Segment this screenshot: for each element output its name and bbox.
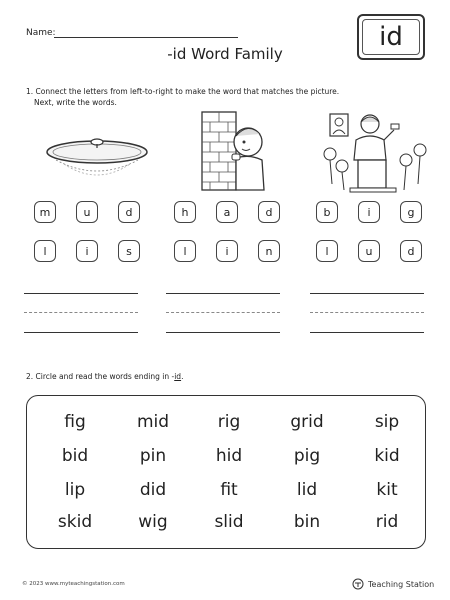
- word-item[interactable]: pin: [139, 446, 167, 466]
- word-item[interactable]: rid: [375, 512, 399, 532]
- name-label: Name:: [26, 28, 56, 38]
- brand-name: Teaching Station: [368, 579, 435, 589]
- letter-tile[interactable]: l: [316, 240, 338, 262]
- letter-tile[interactable]: m: [34, 201, 56, 223]
- word-item[interactable]: lip: [64, 480, 86, 500]
- word-item[interactable]: kit: [376, 480, 398, 500]
- letter-tile[interactable]: i: [358, 201, 380, 223]
- write-line-2-mid: [166, 312, 280, 313]
- word-item[interactable]: fit: [220, 480, 238, 500]
- word-item[interactable]: pig: [293, 446, 321, 466]
- letter-tile[interactable]: d: [400, 240, 422, 262]
- word-item[interactable]: sip: [374, 412, 400, 432]
- instruction-part1-line2: Next, write the words.: [34, 98, 117, 107]
- letter-tile[interactable]: b: [316, 201, 338, 223]
- word-item[interactable]: lid: [296, 480, 318, 500]
- write-line-3-bottom[interactable]: [310, 332, 424, 333]
- word-item[interactable]: grid: [290, 412, 324, 432]
- instruction-part2: [26, 371, 426, 382]
- letter-tile[interactable]: i: [216, 240, 238, 262]
- word-item[interactable]: skid: [57, 512, 93, 532]
- instruction-part2-prefix: 2. Circle and read the words ending in -: [26, 372, 175, 381]
- instruction-part2-ending: id: [174, 372, 182, 381]
- instruction-part1: [26, 86, 426, 108]
- word-item[interactable]: rig: [217, 412, 241, 432]
- letter-tile[interactable]: h: [174, 201, 196, 223]
- word-item[interactable]: wig: [138, 512, 168, 532]
- word-item[interactable]: mid: [136, 412, 170, 432]
- brand-logo: [352, 578, 434, 590]
- word-item[interactable]: slid: [214, 512, 244, 532]
- page-title: -id Word Family: [167, 45, 283, 63]
- brand-icon: [352, 578, 364, 590]
- instruction-part1-line1: 1. Connect the letters from left-to-right to make the word that matches the picture.: [26, 87, 340, 96]
- letter-tile[interactable]: u: [76, 201, 98, 223]
- letter-tile[interactable]: l: [34, 240, 56, 262]
- word-item[interactable]: fig: [64, 412, 86, 432]
- write-line-2-bottom[interactable]: [166, 332, 280, 333]
- write-line-1-mid: [24, 312, 138, 313]
- letter-tile[interactable]: l: [174, 240, 196, 262]
- write-line-1-bottom[interactable]: [24, 332, 138, 333]
- letter-tile[interactable]: i: [76, 240, 98, 262]
- lid-icon: [42, 130, 152, 190]
- write-line-1-top[interactable]: [24, 293, 138, 294]
- letter-tile[interactable]: d: [118, 201, 140, 223]
- write-line-2-top[interactable]: [166, 293, 280, 294]
- copyright-text: © 2023 www.myteachingstation.com: [22, 581, 125, 587]
- hid-icon: [190, 108, 280, 192]
- word-item[interactable]: bid: [61, 446, 89, 466]
- word-family-badge: [357, 14, 425, 60]
- letter-tile[interactable]: u: [358, 240, 380, 262]
- letter-tile[interactable]: s: [118, 240, 140, 262]
- letter-tile[interactable]: a: [216, 201, 238, 223]
- name-write-line[interactable]: [54, 37, 238, 38]
- letter-tile[interactable]: n: [258, 240, 280, 262]
- word-grid: [26, 395, 426, 549]
- bid-icon: [320, 110, 430, 194]
- badge-text: id: [362, 19, 420, 55]
- letter-tile[interactable]: g: [400, 201, 422, 223]
- word-item[interactable]: kid: [374, 446, 400, 466]
- word-item[interactable]: did: [139, 480, 167, 500]
- write-line-3-mid: [310, 312, 424, 313]
- word-item[interactable]: bin: [293, 512, 321, 532]
- instruction-part2-end: .: [181, 372, 184, 381]
- word-item[interactable]: hid: [215, 446, 243, 466]
- write-line-3-top[interactable]: [310, 293, 424, 294]
- letter-tile[interactable]: d: [258, 201, 280, 223]
